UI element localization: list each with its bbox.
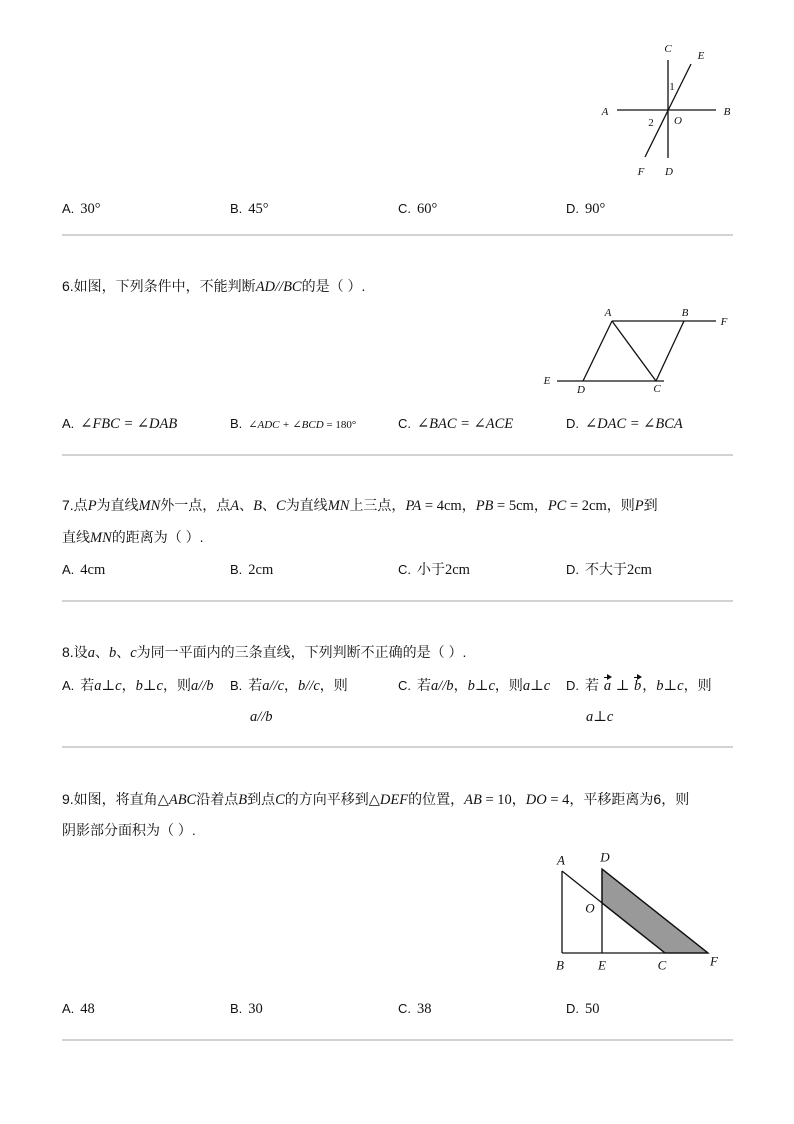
math-expression: MN: [90, 530, 112, 546]
question-divider: [62, 600, 733, 602]
math-expression: B: [238, 792, 248, 808]
q7-stem-line-1: [62, 495, 658, 515]
q6-option-a: [62, 413, 177, 433]
text-run: ，则: [606, 497, 635, 513]
option-letter: D.: [566, 416, 579, 431]
math-expression: △ABC: [157, 792, 197, 808]
text-run: ，平移距离为6，则: [569, 791, 690, 807]
option-content: [248, 1000, 263, 1016]
option-letter: B.: [230, 416, 243, 431]
q8-option-b-continued: [250, 706, 273, 726]
text-run: ，则: [683, 677, 712, 693]
text-run: 阴影部分面积为（ ）.: [62, 822, 196, 838]
text-run: 若: [417, 677, 431, 693]
option-letter: A.: [62, 201, 75, 216]
option-content: [80, 561, 105, 577]
option-content: [417, 677, 550, 693]
line-bc: [656, 321, 684, 381]
q8-option-d: [566, 675, 712, 695]
label-f: F: [710, 953, 718, 969]
q8-option-a: [62, 675, 214, 695]
math-expression: MN: [327, 498, 350, 514]
q8-stem: [62, 642, 466, 662]
vector-symbol: a: [603, 678, 612, 694]
math-expression: ∠FBC = ∠DAB: [80, 416, 178, 432]
label-a: A: [604, 307, 612, 319]
option-letter: B.: [230, 1001, 243, 1016]
math-expression: PC: [547, 498, 567, 514]
label-d: D: [665, 166, 673, 178]
option-content: [585, 561, 652, 577]
math-number: 38: [417, 1001, 432, 1017]
math-expression: a⊥c: [94, 678, 122, 694]
option-content: [80, 200, 100, 216]
math-expression: ∠DAC = ∠BCA: [585, 416, 683, 432]
text-run: 6.如图，下列条件中，不能判断: [62, 278, 256, 294]
q6-option-b: [230, 413, 356, 433]
option-content: [248, 561, 273, 577]
text-run: 的方向平移到: [284, 791, 369, 807]
text-run: ，: [284, 677, 299, 693]
q6-option-c: [398, 413, 513, 433]
q6-figure-parallelogram: [535, 303, 735, 400]
math-number: 4cm: [80, 562, 106, 578]
math-expression: ∠ADC + ∠BCD: [248, 419, 324, 431]
text-run: 为直线: [285, 497, 328, 513]
label-a: A: [601, 106, 609, 118]
math-expression: P: [87, 498, 97, 514]
vector-symbol: b: [634, 678, 642, 694]
label-o: O: [674, 115, 682, 127]
text-run: 外一点，点: [160, 497, 231, 513]
text-run: 、: [239, 497, 254, 513]
math-number: 45°: [248, 201, 269, 217]
math-expression: P: [634, 498, 644, 514]
math-number: = 10: [481, 792, 512, 808]
line-ad: [583, 321, 612, 381]
math-expression: PA: [405, 498, 422, 514]
q5-option-d: [566, 198, 605, 218]
q5-option-b: [230, 198, 269, 218]
math-number: 50: [585, 1001, 600, 1017]
q8-option-d-continued: [586, 706, 613, 726]
label-f: F: [720, 316, 728, 328]
q9-option-b: [230, 998, 263, 1018]
math-number: 2cm: [248, 562, 274, 578]
text-run: ，: [453, 677, 468, 693]
q7-option-c: [398, 559, 470, 579]
math-expression: b//c: [298, 678, 320, 694]
option-content: [80, 1000, 95, 1016]
question-divider: [62, 1039, 733, 1041]
math-number: = 4cm: [421, 498, 462, 514]
text-run: ，: [511, 791, 526, 807]
q9-option-a: [62, 998, 95, 1018]
option-letter: D.: [566, 678, 579, 693]
q8-option-b: [230, 675, 348, 695]
math-expression: c: [130, 645, 137, 661]
label-f: F: [637, 166, 645, 178]
label-e: E: [697, 50, 705, 62]
q9-option-d: [566, 998, 600, 1018]
text-run: ，则: [494, 677, 523, 693]
math-expression: A: [230, 498, 240, 514]
math-expression: a⊥c: [522, 678, 551, 694]
label-b: B: [556, 957, 564, 973]
math-expression: PB: [475, 498, 494, 514]
math-expression: b: [108, 645, 117, 661]
label-d: D: [600, 849, 610, 865]
option-letter: B.: [230, 201, 243, 216]
line-ac: [612, 321, 656, 381]
math-number: = 180°: [323, 419, 357, 431]
math-number: 30°: [80, 201, 101, 217]
text-run: 上三点，: [349, 497, 406, 513]
option-content: [417, 200, 437, 216]
math-expression: b⊥c: [656, 678, 684, 694]
label-o: O: [585, 900, 595, 916]
option-letter: A.: [62, 1001, 75, 1016]
label-b: B: [681, 307, 689, 319]
text-run: 到点: [247, 791, 276, 807]
text-run: ，则: [319, 677, 348, 693]
option-letter: A.: [62, 416, 75, 431]
option-letter: A.: [62, 562, 75, 577]
text-run: 、: [262, 497, 277, 513]
math-number: 60°: [417, 201, 438, 217]
math-expression: a⊥c: [586, 709, 614, 725]
label-a: A: [557, 852, 565, 868]
math-number: = 4: [546, 792, 570, 808]
label-e: E: [543, 375, 551, 387]
math-expression: a: [87, 645, 95, 661]
option-content: [248, 415, 356, 431]
option-letter: C.: [398, 201, 411, 216]
text-run: 沿着点: [196, 791, 239, 807]
text-run: 为同一平面内的三条直线，下列判断不正确的是（ ）.: [136, 644, 467, 660]
math-expression: ∠BAC = ∠ACE: [417, 416, 514, 432]
question-divider: [62, 234, 733, 236]
q5-figure-intersecting-lines: [595, 40, 740, 185]
text-run: 若: [80, 677, 95, 693]
q9-option-c: [398, 998, 432, 1018]
text-run: 、: [94, 644, 109, 660]
math-expression: C: [276, 498, 286, 514]
option-content: [417, 415, 513, 431]
q9-figure-translated-triangles: [545, 845, 730, 975]
q5-option-a: [62, 198, 101, 218]
text-run: 8.设: [62, 644, 88, 660]
math-number: = 2cm: [566, 498, 607, 514]
option-letter: B.: [230, 678, 243, 693]
label-angle-2: 2: [648, 117, 654, 129]
question-divider: [62, 454, 733, 456]
text-run: 7.点: [62, 497, 88, 513]
option-letter: D.: [566, 201, 579, 216]
option-content: [80, 677, 213, 693]
option-letter: C.: [398, 416, 411, 431]
math-expression: AD//BC: [255, 279, 302, 295]
text-run: 为直线: [96, 497, 139, 513]
math-expression: B: [253, 498, 263, 514]
option-content: [585, 1000, 600, 1016]
math-number: 90°: [585, 201, 606, 217]
q7-option-a: [62, 559, 105, 579]
q5-option-c: [398, 198, 437, 218]
math-expression: b⊥c: [135, 678, 163, 694]
math-expression: a//b: [250, 709, 273, 725]
math-expression: a//b: [190, 678, 214, 694]
option-letter: B.: [230, 562, 243, 577]
q9-stem-line-1: [62, 789, 689, 809]
option-letter: C.: [398, 562, 411, 577]
option-content: [80, 415, 177, 431]
text-run: ，: [642, 677, 657, 693]
math-expression: AB: [464, 792, 482, 808]
text-run: ，则: [162, 677, 191, 693]
option-content: [248, 677, 348, 693]
label-e: E: [598, 957, 606, 973]
math-expression: MN: [138, 498, 161, 514]
text-run: 若: [585, 677, 603, 693]
option-letter: C.: [398, 678, 411, 693]
label-b: B: [723, 106, 731, 118]
option-content: [585, 677, 712, 693]
q9-stem-line-2: [62, 820, 196, 840]
text-run: 9.如图，将直角: [62, 791, 158, 807]
math-number: ⊥: [612, 678, 634, 694]
option-content: [585, 200, 605, 216]
math-expression: C: [275, 792, 285, 808]
math-expression: b⊥c: [467, 678, 495, 694]
text-run: 若: [248, 677, 263, 693]
option-letter: C.: [398, 1001, 411, 1016]
option-content: [248, 200, 268, 216]
q6-stem: [62, 276, 365, 296]
option-letter: D.: [566, 562, 579, 577]
text-run: 的是（ ）.: [301, 278, 366, 294]
label-c: C: [664, 43, 672, 55]
math-number: 2cm: [627, 562, 652, 578]
option-letter: D.: [566, 1001, 579, 1016]
math-expression: a//b: [431, 678, 454, 694]
text-run: 不大于: [585, 561, 627, 577]
label-c: C: [653, 383, 661, 395]
math-number: 2cm: [445, 562, 470, 578]
math-expression: DO: [525, 792, 547, 808]
text-run: ，: [461, 497, 476, 513]
text-run: ，: [121, 677, 136, 693]
text-run: 、: [116, 644, 131, 660]
text-run: 的位置，: [408, 791, 465, 807]
option-content: [417, 1000, 432, 1016]
math-expression: △DEF: [368, 792, 409, 808]
math-number: 30: [248, 1001, 263, 1017]
label-d: D: [577, 384, 585, 396]
q7-stem-line-2: [62, 527, 204, 547]
text-run: 到: [643, 497, 658, 513]
text-run: 的距离为（ ）.: [111, 529, 204, 545]
math-number: 48: [80, 1001, 95, 1017]
option-content: [585, 415, 683, 431]
q7-option-b: [230, 559, 273, 579]
option-letter: A.: [62, 678, 75, 693]
option-content: [417, 561, 470, 577]
text-run: ，: [533, 497, 548, 513]
math-expression: a//c: [262, 678, 285, 694]
label-angle-1: 1: [669, 81, 675, 93]
q8-option-c: [398, 675, 550, 695]
text-run: 直线: [62, 529, 90, 545]
math-number: = 5cm: [493, 498, 534, 514]
q6-option-d: [566, 413, 683, 433]
label-c: C: [657, 957, 667, 973]
text-run: 小于: [417, 561, 445, 577]
q7-option-d: [566, 559, 652, 579]
question-divider: [62, 746, 733, 748]
